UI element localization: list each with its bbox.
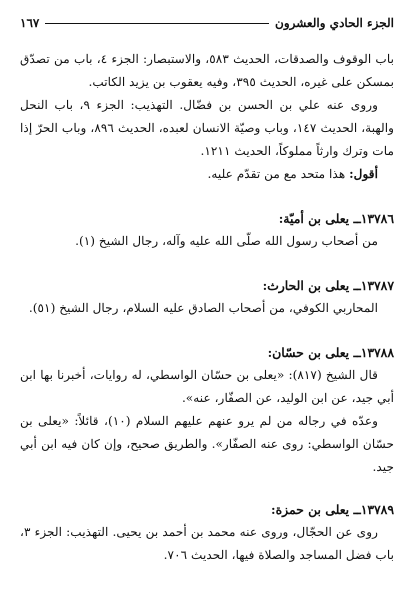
note-text: هذا متحد مع من تقدّم عليه.: [207, 167, 346, 181]
entry-title: ١٣٧٨٧ــ يعلى بن الحارث:: [262, 278, 394, 293]
entry-title: ١٣٧٨٦ــ يعلى بن أميّة:: [278, 211, 394, 226]
entry-title: ١٣٧٨٨ــ يعلى بن حسّان:: [267, 345, 394, 360]
intro-note: [20, 163, 394, 186]
page-number: ١٦٧: [20, 16, 40, 30]
entry-text: روى عن الحجّال، وروى عنه محمد بن أحمد بن يحيى. التهذيب: الجزء ٣، باب فضل المساجد والصلاة فيها، الحديث ٧٠٦.: [20, 525, 394, 562]
header-title: الجزء الحادي والعشرون: [275, 16, 394, 30]
entry-text: المحاربي الكوفي، من أصحاب الصادق عليه السلام، رجال الشيخ (٥١).: [28, 301, 378, 315]
entry-text: وعدّه في رجاله من لم يرو عنهم عليهم السلام (١٠)، قائلاً: «يعلى بن حسّان الواسطي: روى عنه الصفّار». والطريق صحيح، وإن كان فيه ابن أبي جيد.: [20, 414, 394, 474]
running-header: [20, 14, 394, 32]
note-label: أقول:: [349, 167, 378, 181]
spacer: [20, 253, 394, 274]
spacer: [20, 479, 394, 498]
spacer: [20, 186, 394, 207]
spacer: [20, 320, 394, 341]
entry-title: ١٣٧٨٩ــ يعلى بن حمزة:: [271, 502, 394, 517]
page-content: [20, 48, 394, 567]
entry-text: من أصحاب رسول الله صلّى الله عليه وآله، رجال الشيخ (١).: [75, 234, 378, 248]
header-rule: [45, 23, 269, 24]
intro-paragraph-2: وروى عنه علي بن الحسن بن فضّال. التهذيب: الجزء ٩، باب النحل والهبة، الحديث ١٤٧، وباب وصيّة الانسان لعبده، الحديث ٨٩٦، وباب الحرّ إذا مات وترك وارثاً مملوكاً، الحديث ١٢١١.: [20, 98, 394, 158]
entry-text: قال الشيخ (٨١٧): «يعلى بن حسّان الواسطي، له روايات، أخبرنا بها ابن أبي جيد، عن ابن الوليد، عن الصفّار، عنه».: [20, 368, 394, 405]
intro-paragraph-1: باب الوقوف والصدقات، الحديث ٥٨٣، والاستبصار: الجزء ٤، باب من تصدّق بمسكن على غيره، الحديث ٣٩٥، وفيه يعقوب بن يزيد الكاتب.: [20, 52, 394, 89]
